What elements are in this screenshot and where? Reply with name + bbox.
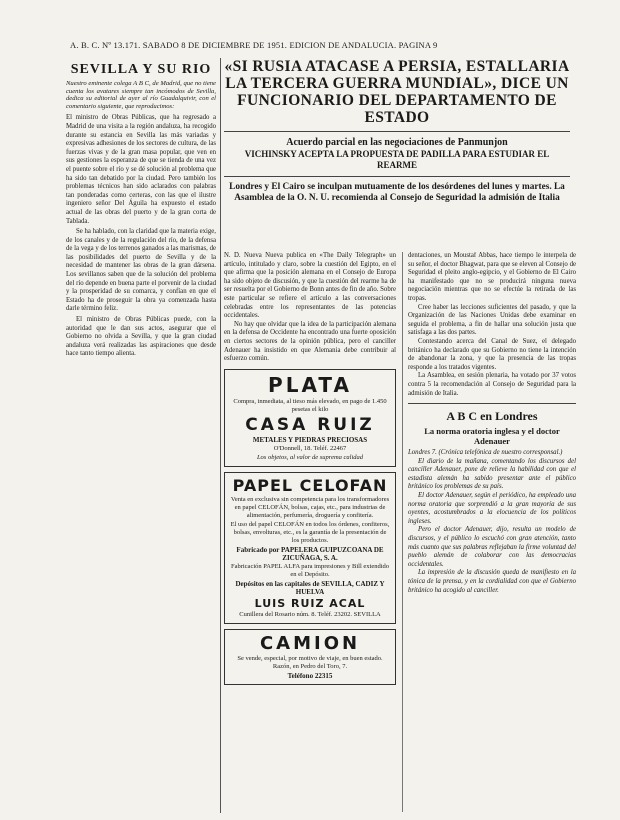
middle-column [224, 252, 396, 812]
section-subtitle: La norma oratoria inglesa y el doctor Adenauer [424, 426, 560, 447]
left-column-paragraph: Se ha hablado, con la claridad que la materia exige, de los canales y de la regulación del río, de la defensa de la vega y de los terrenos ganados a las marismas, de las posibilidades del puerto de Sevilla y de la necesidad de mantener las obras de la gran dársena. Los sevillanos saben que de la solución del problema del río depende en buena parte el porvenir de la ciudad y la prosperidad de su comarca, y confían en que el Estado ha de proseguir la obra ya comenzada hasta darle término feliz. [66, 228, 216, 313]
left-column-title: SEVILLA Y SU RIO [70, 62, 212, 77]
ad-celofan-maker: Fabricado por PAPELERA GUIPUZCOANA DE ZICUÑAGA, S. A. [236, 545, 384, 562]
divider [224, 131, 570, 132]
subheadline: Acuerdo parcial en las negociaciones de Panmunjon [286, 137, 508, 148]
section-byline: Londres 7. (Crónica telefónica de nuestro corresponsal.) [408, 449, 563, 457]
section-paragraph: El diario de la mañana, comentando los discursos del canciller Adenauer, pone de relieve la habilidad con que el estadista alemán ha sabido presentar ante el público británico los problemas de su país. [408, 457, 576, 491]
ad-plata-text: Compra, inmediata, al tieso más elevado, en pago de 1.450 pesetas el kilo [233, 397, 387, 413]
article-paragraph: No hay que olvidar que la idea de la participación alemana en la defensa de Occidente ha encontrado una fuerte oposición en ciertos sectores de la opinión pública, pero el canciller Adenauer ha insistido en que Alemania debe contribuir al esfuerzo común. [224, 320, 396, 363]
article-paragraph: N. D. Nueva Nueva publica en «The Daily Telegraph» un artículo, intitulado y claro, sobre la cuestión del Egipto, en el que afirma que la posición alemana en el Consejo de Europa ha sido objeto de discusión, y que la cuestión del rearme ha de ser resuelta por el Gobierno de Bonn antes de fin de año. Sobre este particular se refiere el artículo a las conversaciones celebradas entre los representantes de las potencias occidentales. [224, 252, 396, 320]
ad-celofan-depots: Depósitos en las capitales de SEVILLA, CADIZ Y HUELVA [235, 579, 385, 596]
article-paragraph: Cree haber las lecciones suficientes del pasado, y que la Organización de las Naciones Unidas debe examinar en seguida el problema, a fin de hallar una solución justa que satisfaga a las dos partes. [408, 303, 576, 337]
main-headline-block [224, 58, 570, 204]
section-paragraph: La impresión de la discusión queda de manifiesto en la tónica de la prensa, y en la cordialidad con que el Gobierno británico ha acogido al canciller. [408, 569, 576, 594]
ad-celofan-text: Fabricación PAPEL ALFA para impresiones y Bill extendido en el Depósito. [230, 562, 390, 578]
section-paragraph: Pero el doctor Adenauer, dijo, resulta un modelo de discursos, y el público lo escuchó con gran atención, tanto más cuanto que sus palabras reflejaban la firme voluntad del pueblo alemán de colaborar con las democracias occidentales. [408, 526, 576, 568]
ad-camion-text: Se vende, especial, por motivo de viaje, en buen estado. Razón, en Pedro del Toro, 7. [237, 654, 383, 670]
left-column-intro: Nuestro eminente colega A B C, de Madrid, que no tiene cuenta los avatares siempre tan incómodos de Sevilla, dedica su editorial de ayer al río Guadalquivir, con el comentario siguiente, que reproducimos: [66, 80, 216, 110]
left-column-paragraph: El ministro de Obras Públicas puede, con la autoridad que le dan sus actos, asegurar que el Gobierno no olvida a Sevilla, y que la gran ciudad andaluza verá realizadas las aspiraciones que desde hace tanto tiempo alienta. [66, 316, 216, 358]
section-title: A B C en Londres [446, 409, 538, 424]
ad-camion-phone: Teléfono 22315 [287, 671, 333, 680]
main-headline: «SI RUSIA ATACASE A PERSIA, ESTALLARIA LA TERCERA GUERRA MUNDIAL», DICE UN FUNCIONARIO DEL DEPARTAMENTO DE ESTADO [224, 58, 570, 126]
ad-plata-subtitle: METALES Y PIEDRAS PRECIOSAS [252, 435, 368, 444]
advertisement-camion [224, 629, 396, 685]
left-column-paragraph: El ministro de Obras Públicas, que ha regresado a Madrid de una visita a la región andaluza, ha recogido durante su estancia en Sevilla las más variadas y expresivas adhesiones de los sectores de cultura, de las fuerzas vivas y de la gran masa popular, que ven en sus gestiones la esperanza de que se tienda de una vez el puente sobre el río y se dé solución al problema que ha sido tan debatido por la ciudad. Pero también los problemas técnicos han sido aclarados con palabras tan ponderadas como certeras, con las que el ilustre ingeniero señor Del Águila ha expuesto el estado actual de las obras del puerto y de la gran corta de Tablada. [66, 114, 216, 225]
section-paragraph: El doctor Adenauer, según el periódico, ha empleado una norma oratoria que sorprendió a la gran mayoría de sus oyentes, acostumbrados a la elocuencia de los políticos ingleses. [408, 492, 576, 525]
ad-celofan-title: PAPEL CELOFAN [232, 475, 388, 495]
ad-plata-shop-name: CASA RUIZ [245, 414, 375, 435]
secondary-headline: VICHINSKY ACEPTA LA PROPUESTA DE PADILLA PARA ESTUDIAR EL REARME [244, 149, 550, 170]
advertisement-plata [224, 369, 396, 467]
left-column [66, 58, 221, 813]
ad-camion-title: CAMION [259, 632, 361, 654]
article-paragraph: La Asamblea, en sesión plenaria, ha votado por 37 votos contra 5 la recomendación al Consejo de Seguridad para la admisión de Italia. [408, 372, 576, 397]
ad-plata-footer: Los objetos, al valor de suprema calidad [256, 453, 364, 461]
advertisement-celofan [224, 472, 396, 624]
ad-celofan-agent: LUIS RUIZ ACAL [254, 596, 366, 610]
article-paragraph: Contestando acerca del Canal de Suez, el delegado británico ha declarado que su Gobierno no tiene la intención de abandonar la zona, y que la presencia de las tropas responde a los tratados vigentes. [408, 337, 576, 371]
ad-celofan-text: El uso del papel CELOFÁN en todos los órdenes, confiteros, bolsas, envolturas, etc., es la garantía de la presentación de los productos. [230, 520, 390, 544]
divider [224, 176, 570, 177]
ad-plata-address: O'Donnell, 18. Teléf. 22467 [273, 444, 347, 452]
page-masthead: A. B. C. Nº 13.171. SABADO 8 DE DICIEMBRE DE 1951. EDICION DE ANDALUCIA. PAGINA 9 [70, 40, 438, 50]
ad-celofan-agent-address: Cunillera del Rosario núm. 8. Teléf. 23202. SEVILLA [239, 610, 381, 618]
article-paragraph: dentaciones, un Moustaf Abbas, hace tiempo le interpela de su señor, el doctor Bhagwat, para que se eleven al Consejo de Seguridad el pleito anglo-egipcio, y el Gobierno de El Cairo ha manifestado que no se producirá ninguna nueva negociación mientras que no se efectúe la retirada de las tropas. [408, 252, 576, 302]
ad-celofan-text: Venta en exclusiva sin competencia para los transformadores en papel CELOFÁN, bolsas, cajas, etc., para industrias de alimentación, perfumería, droguería y confitería. [230, 495, 390, 519]
ad-plata-title: PLATA [268, 372, 352, 397]
headline-deck: Londres y El Cairo se inculpan mutuamente de los desórdenes del lunes y martes. La Asamblea de la O. N. U. recomienda al Consejo de Seguridad la admisión de Italia [229, 182, 565, 203]
right-column [402, 252, 576, 812]
divider [408, 403, 576, 404]
